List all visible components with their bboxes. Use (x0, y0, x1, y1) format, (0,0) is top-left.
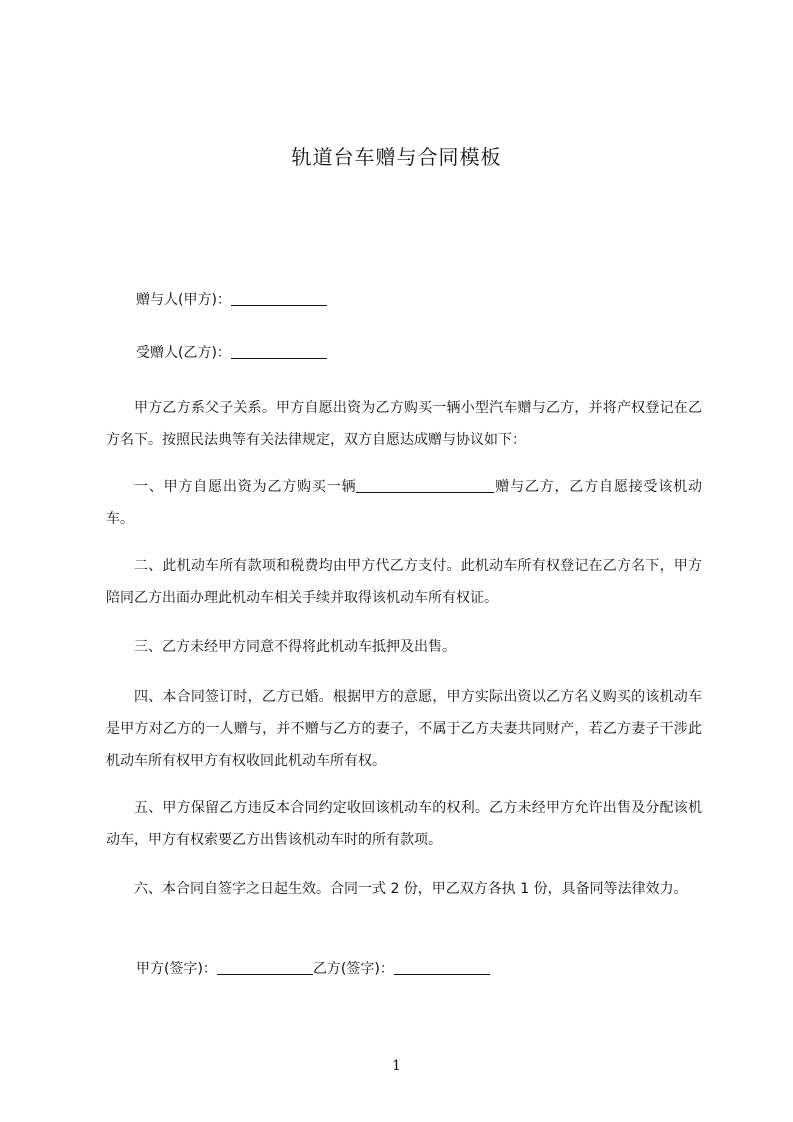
clause-3: 三、乙方未经甲方同意不得将此机动车抵押及出售。 (134, 639, 456, 655)
vehicle-blank (356, 478, 494, 493)
clause-5: 五、甲方保留乙方违反本合同约定收回该机动车的权利。乙方未经甲方允许出售及分配该机动车，甲方有权索要乙方出售该机动车时的所有款项。 (106, 800, 702, 848)
party-a-sign-blank (217, 960, 313, 975)
document-title: 轨道台车赠与合同模板 (291, 145, 502, 169)
clause-1 (106, 471, 702, 535)
party-b-sign-blank (394, 960, 490, 975)
donee-blank (231, 344, 327, 359)
party-b-sign-label: 乙方(签字)： (312, 961, 394, 977)
donor-label: 赠与人(甲方)： (136, 292, 231, 308)
party-a-sign-label: 甲方(签字)： (136, 961, 217, 977)
signature-line (136, 959, 490, 979)
donor-blank (231, 291, 327, 306)
clause-6: 六、本合同自签字之日起生效。合同一式 2 份，甲乙双方各执 1 份，具备同等法律效力。 (134, 881, 688, 897)
clause-1-text-after: 赠与乙方，乙方自愿接受该机动车。 (106, 479, 703, 527)
intro-paragraph: 甲方乙方系父子关系。甲方自愿出资为乙方购买一辆小型汽车赠与乙方，并将产权登记在乙方名下。按照民法典等有关法律规定，双方自愿达成赠与协议如下： (106, 400, 702, 448)
donee-line (136, 343, 327, 363)
donee-label: 受赠人(乙方)： (136, 345, 231, 361)
clause-2: 二、此机动车所有款项和税费均由甲方代乙方支付。此机动车所有权登记在乙方名下，甲方陪同乙方出面办理此机动车相关手续并取得该机动车所有权证。 (106, 558, 702, 606)
clause-1-text-before: 一、甲方自愿出资为乙方购买一辆 (134, 479, 357, 495)
clause-4: 四、本合同签订时，乙方已婚。根据甲方的意愿，甲方实际出资以乙方名义购买的该机动车是甲方对乙方的一人赠与，并不赠与乙方的妻子，不属于乙方夫妻共同财产，若乙方妻子干涉此机动车所有权甲方有权收回此机动车所有权。 (106, 689, 702, 769)
donor-line (136, 290, 327, 310)
page-number: 1 (392, 1058, 401, 1074)
